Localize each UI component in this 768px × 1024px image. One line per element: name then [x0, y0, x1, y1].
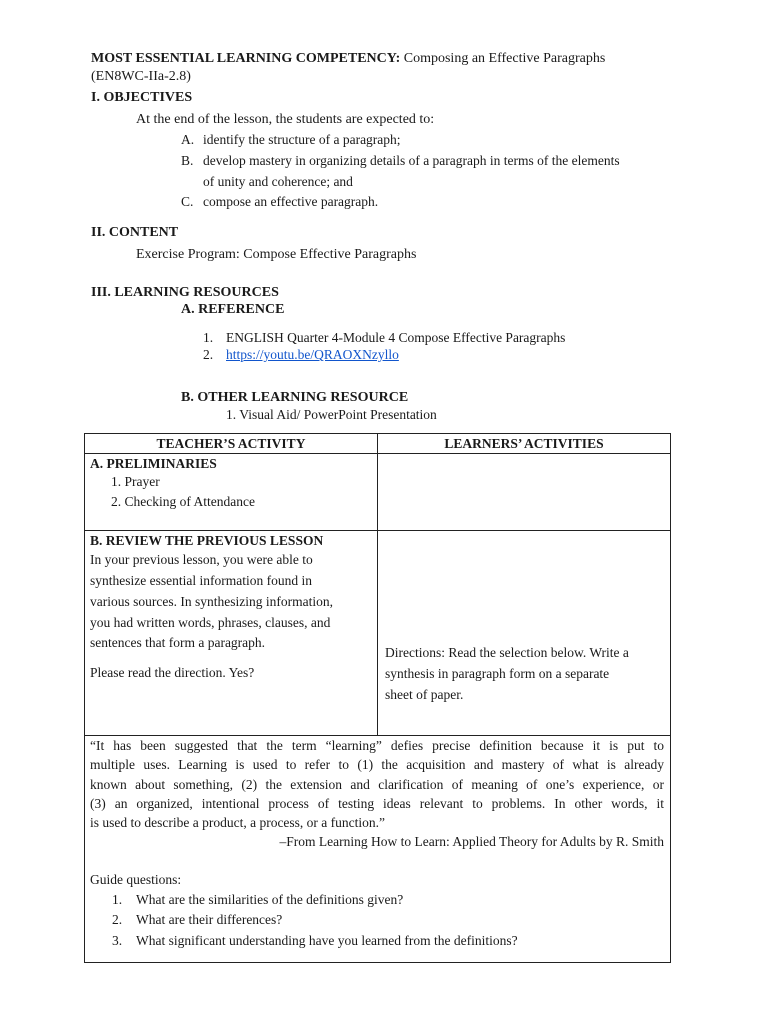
- objective-b-continued: of unity and coherence; and: [203, 174, 353, 189]
- review-prompt: Please read the direction. Yes?: [90, 665, 255, 680]
- reference-num-1: 1.: [203, 330, 214, 345]
- reference-1: ENGLISH Quarter 4-Module 4 Compose Effective Paragraphs: [226, 330, 566, 345]
- review-heading: B. REVIEW THE PREVIOUS LESSON: [90, 533, 324, 548]
- quote-source: –From Learning How to Learn: Applied Theory for Adults by R. Smith: [279, 834, 664, 850]
- guide-question-num: 2.: [112, 912, 123, 927]
- reference-heading: A. REFERENCE: [181, 302, 285, 317]
- review-line: you had written words, phrases, clauses, and: [90, 615, 331, 630]
- preliminaries-heading: A. PRELIMINARIES: [90, 456, 217, 471]
- quote-line: “It has been suggested that the term “learning” defies precise definition because it is put to: [90, 738, 664, 753]
- quote-line: (3) an organized, intentional process of testing ideas relevant to problems. In other words, it: [90, 795, 664, 811]
- quote-paragraph: [90, 736, 664, 852]
- preliminary-item: 1. Prayer: [111, 474, 160, 489]
- objective-a: identify the structure of a paragraph;: [203, 132, 401, 147]
- reference-link-youtube[interactable]: https://youtu.be/QRAOXNzyllo: [226, 347, 399, 362]
- quote-line: multiple uses. Learning is used to refer to (1) the acquisition and mastery of what is already: [90, 757, 664, 773]
- guide-question-num: 3.: [112, 933, 123, 948]
- other-resource-item: 1. Visual Aid/ PowerPoint Presentation: [226, 407, 437, 422]
- quote-line: known about something, (2) the extension and clarification of meaning of one’s experience, or: [90, 776, 664, 792]
- preliminary-item: 2. Checking of Attendance: [111, 494, 255, 509]
- guide-question: What are the similarities of the definitions given?: [136, 892, 404, 907]
- teacher-activity-header: TEACHER’S ACTIVITY: [156, 436, 306, 451]
- content-heading: II. CONTENT: [91, 225, 179, 240]
- objective-letter-b: B.: [181, 153, 194, 168]
- review-line: sentences that form a paragraph.: [90, 635, 266, 650]
- learner-directions-line: sheet of paper.: [385, 687, 464, 702]
- objectives-heading: I. OBJECTIVES: [91, 90, 193, 105]
- reference-num-2: 2.: [203, 347, 214, 362]
- review-line: various sources. In synthesizing information,: [90, 594, 333, 609]
- review-line: synthesize essential information found in: [90, 573, 312, 588]
- objective-b: develop mastery in organizing details of a paragraph in terms of the elements: [203, 153, 620, 168]
- learner-directions-line: Directions: Read the selection below. Write a: [385, 645, 629, 660]
- review-line: In your previous lesson, you were able to: [90, 552, 313, 567]
- guide-question: What are their differences?: [136, 912, 283, 927]
- melc-line: [91, 50, 605, 68]
- resources-heading: III. LEARNING RESOURCES: [91, 285, 279, 300]
- melc-label: MOST ESSENTIAL LEARNING COMPETENCY:: [91, 51, 401, 66]
- content-text: Exercise Program: Compose Effective Paragraphs: [136, 247, 417, 262]
- objectives-intro: At the end of the lesson, the students are expected to:: [136, 112, 435, 127]
- guide-question: What significant understanding have you learned from the definitions?: [136, 933, 518, 948]
- objective-c: compose an effective paragraph.: [203, 194, 379, 209]
- quote-line: is used to describe a product, a process, or a function.”: [90, 815, 386, 831]
- table-column-divider: [377, 433, 378, 735]
- objective-letter-a: A.: [181, 132, 195, 147]
- learners-activity-header: LEARNERS’ ACTIVITIES: [444, 436, 604, 451]
- guide-question-num: 1.: [112, 892, 123, 907]
- other-resource-heading: B. OTHER LEARNING RESOURCE: [181, 390, 409, 405]
- objective-letter-c: C.: [181, 194, 194, 209]
- melc-code: (EN8WC-IIa-2.8): [91, 69, 191, 84]
- learner-directions-line: synthesis in paragraph form on a separate: [385, 666, 610, 681]
- guide-heading: Guide questions:: [90, 872, 182, 887]
- melc-title: Composing an Effective Paragraphs: [403, 51, 606, 66]
